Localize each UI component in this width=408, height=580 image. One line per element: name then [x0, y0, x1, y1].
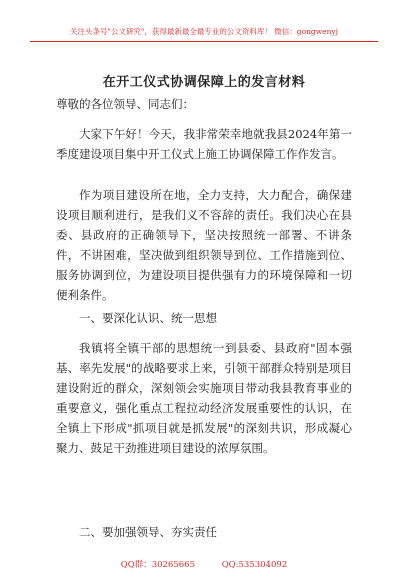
header-divider	[30, 41, 378, 42]
salutation: 尊敬的各位领导、同志们：	[56, 97, 194, 111]
paragraph-responsibility: 作为项目建设所在地，全力支持，大力配合，确保建设项目顺利进行，是我们义不容辞的责任。我们决心在县委、县政府的正确领导下，坚决按照统一部署、不讲条件，不讲困难，坚决做到组织领导到位、工作措施到位、服务协调到位，为建设项目提供强有力的环境保障和一切便利条件。	[56, 188, 352, 302]
section-heading-1: 一、要深化认识、统一思想	[79, 311, 217, 325]
document-title: 在开工仪式协调保障上的发言材料	[102, 75, 306, 90]
header-banner: 关注头条号"公文研究"，获得最新最全最专业的公文资料库！ 微信：gongwenyj	[70, 27, 338, 36]
footer-contact	[30, 558, 378, 570]
footer-qq-group: QQ群：30265665	[120, 560, 195, 570]
section-heading-2: 二、要加强领导、夯实责任	[79, 525, 217, 539]
paragraph-opening: 大家下午好！今天，我非常荣幸地就我县2024年第一季度建设项目集中开工仪式上施工协调保障工作作发言。	[56, 127, 352, 161]
paragraph-unify-thinking: 我镇将全镇干部的思想统一到县委、县政府"固本强基、率先发展"的战略要求上来，引领干部群众特别是项目建设附近的群众，深刻领会实施项目带动我县教育事业的重要意义，强化重点工程拉动经济发展重要性的认识，在全镇上下形成"抓项目就是抓发展"的深刻共识，形成凝心聚力、鼓足干劲推进项目建设的浓厚氛围。	[56, 341, 352, 455]
footer-qq: QQ:535304092	[221, 560, 288, 570]
